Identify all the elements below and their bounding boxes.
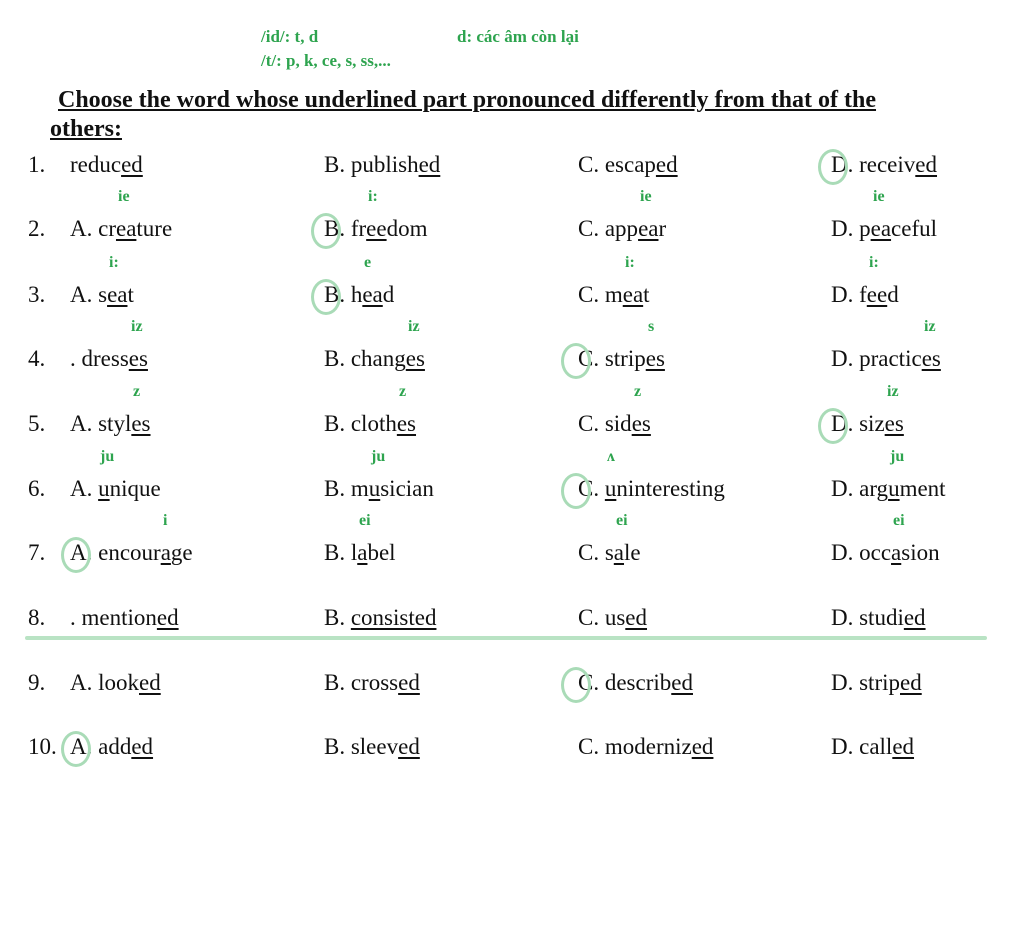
option-d [831, 670, 922, 696]
underlined-part: ed [691, 734, 714, 759]
option-b [324, 346, 425, 372]
option-text-end: d [887, 282, 899, 307]
option-text-end: ture [136, 216, 173, 241]
underlined-part: ee [366, 216, 387, 241]
option-d [831, 540, 940, 566]
underlined-part: u [888, 476, 900, 501]
option-text: D. studi [831, 605, 904, 630]
underlined-part: ea [115, 216, 137, 241]
option-text: C. s [578, 540, 614, 565]
underlined-part: ed [900, 670, 922, 695]
option-a [70, 282, 134, 308]
option-text: B. fr [324, 216, 367, 241]
rule-id-note: /id/: t, d [261, 27, 319, 46]
underlined-part: a [160, 540, 171, 565]
title-line-2: others: [50, 116, 122, 142]
question-number: 8. [28, 605, 46, 630]
underlined-part: ea [622, 282, 644, 307]
option-text: reduc [70, 152, 122, 177]
option-text: A. add [70, 734, 132, 759]
underlined-part: es [405, 346, 425, 371]
option-c [578, 734, 713, 760]
option-text-end: t [643, 282, 650, 307]
option-text-end: ninteresting [616, 476, 725, 501]
underlined-part: ed [156, 605, 179, 630]
question-number: 6. [28, 476, 46, 501]
option-b [324, 605, 436, 631]
option-text-end: sion [901, 540, 940, 565]
underlined-part: ea [870, 216, 892, 241]
underlined-part: ea [107, 282, 128, 307]
option-a [70, 605, 179, 631]
underlined-part: ed [131, 734, 154, 759]
option-text: B. cross [324, 670, 399, 695]
pronunciation-note: iz [924, 318, 936, 335]
underlined-part: ed [121, 152, 143, 177]
option-text: C. app [578, 216, 639, 241]
option-text-end: ge [170, 540, 193, 565]
pronunciation-note: iz [887, 383, 899, 400]
pronunciation-note: ie [640, 188, 652, 205]
option-text: C. describ [578, 670, 672, 695]
option-text: C. m [578, 282, 623, 307]
option-text: B. cloth [324, 411, 397, 436]
pronunciation-note: i: [368, 188, 378, 205]
underlined-part: ed [915, 152, 938, 177]
underlined-part: es [131, 411, 151, 436]
underlined-part: ed [671, 670, 693, 695]
underlined-part: ed [418, 152, 441, 177]
underlined-part: ea [362, 282, 383, 307]
option-text-end: ment [899, 476, 946, 501]
answer-circle-mark [818, 149, 848, 185]
pronunciation-note: iz [408, 318, 420, 335]
option-b [324, 670, 420, 696]
option-b [324, 152, 440, 178]
option-text: A. [70, 476, 99, 501]
underlined-part: es [645, 346, 665, 371]
option-text: C. sid [578, 411, 632, 436]
option-a [70, 476, 161, 502]
option-d [831, 346, 941, 372]
underlined-part: u [604, 476, 617, 501]
underlined-part: u [98, 476, 110, 501]
pronunciation-note: i [163, 512, 168, 529]
option-text: A. s [70, 282, 108, 307]
pronunciation-note: i: [625, 254, 635, 271]
title-line-1: Choose the word whose underlined part pronounced differently from that of the [58, 87, 877, 113]
option-text: B. l [324, 540, 358, 565]
underlined-part: es [396, 411, 417, 436]
option-text: D. arg [831, 476, 889, 501]
rule-t-note: /t/: p, k, ce, s, ss,... [261, 51, 391, 70]
option-text-end: t [127, 282, 134, 307]
pronunciation-note: z [634, 383, 642, 400]
question-number: 4. [28, 346, 46, 371]
question-number: 9. [28, 670, 46, 695]
divider-line [25, 636, 987, 640]
option-d [831, 216, 937, 242]
answer-circle-mark [61, 537, 91, 573]
option-a [70, 670, 161, 696]
option-text: D. strip [831, 670, 900, 695]
option-text: D. siz [831, 411, 885, 436]
option-text: D. f [831, 282, 867, 307]
underlined-part: ed [398, 734, 420, 759]
underlined-part: es [128, 346, 148, 371]
option-text: D. practic [831, 346, 922, 371]
underlined-part: ea [638, 216, 659, 241]
option-text: C. moderniz [578, 734, 692, 759]
option-text: A. cr [70, 216, 116, 241]
underlined-part: ed [655, 152, 678, 177]
question-number: 2. [28, 216, 46, 241]
option-text-end: dom [386, 216, 428, 241]
option-text: D. call [831, 734, 893, 759]
instructions-title [50, 86, 1022, 144]
option-b [324, 540, 396, 566]
pronunciation-note: ei [893, 512, 905, 529]
answer-circle-mark [818, 408, 848, 444]
underlined-part: es [884, 411, 904, 436]
option-d [831, 476, 946, 502]
question-number: 5. [28, 411, 46, 436]
pronunciation-note: e [364, 254, 372, 271]
pronunciation-note: z [399, 383, 407, 400]
underlined-part: es [921, 346, 941, 371]
underlined-part: a [357, 540, 368, 565]
option-text-end: le [624, 540, 641, 565]
pronunciation-note: ju [371, 448, 386, 465]
option-text: . mention [70, 605, 157, 630]
option-text-end: nique [109, 476, 161, 501]
question-number: 3. [28, 282, 46, 307]
option-c [578, 476, 725, 502]
pronunciation-note: i: [109, 254, 119, 271]
answer-circle-mark [311, 279, 341, 315]
option-text: C. [578, 476, 605, 501]
underlined-part: ed [139, 670, 161, 695]
option-a [70, 346, 148, 372]
option-d [831, 734, 914, 760]
option-text: . dress [70, 346, 129, 371]
option-c [578, 540, 641, 566]
option-text: B. m [324, 476, 369, 501]
pronunciation-note: ju [100, 448, 115, 465]
option-text: D. receiv [831, 152, 916, 177]
answer-circle-mark [561, 343, 591, 379]
option-text-end: r [658, 216, 667, 241]
pronunciation-note: iz [131, 318, 143, 335]
option-text: B. publish [324, 152, 419, 177]
option-text: A. look [70, 670, 139, 695]
option-a [70, 152, 143, 178]
underlined-part: ed [625, 605, 648, 630]
option-text: C. us [578, 605, 626, 630]
question-number: 7. [28, 540, 46, 565]
pronunciation-note: ei [616, 512, 628, 529]
underlined-part: es [631, 411, 651, 436]
option-text: B. chang [324, 346, 406, 371]
pronunciation-note: z [133, 383, 141, 400]
underlined-part: consisted [350, 605, 437, 630]
option-text: A. encour [70, 540, 161, 565]
answer-circle-mark [561, 667, 591, 703]
option-text: A. styl [70, 411, 132, 436]
option-b [324, 411, 416, 437]
option-c [578, 216, 666, 242]
answer-circle-mark [561, 473, 591, 509]
pronunciation-note: s [648, 318, 655, 335]
option-a [70, 216, 172, 242]
option-text: B. h [324, 282, 363, 307]
pronunciation-note: ie [118, 188, 130, 205]
option-text: C. strip [578, 346, 646, 371]
option-b [324, 476, 434, 502]
question-number: 1. [28, 152, 46, 177]
option-text: B. sleev [324, 734, 399, 759]
pronunciation-note: ʌ [607, 448, 615, 465]
option-c [578, 670, 693, 696]
underlined-part: a [613, 540, 625, 565]
pronunciation-note: i: [869, 254, 879, 271]
underlined-part: ed [398, 670, 420, 695]
pronunciation-note: ei [359, 512, 371, 529]
option-text-end: bel [367, 540, 396, 565]
underlined-part: a [891, 540, 902, 565]
option-c [578, 605, 647, 631]
option-text-end: ceful [891, 216, 938, 241]
option-text: B. [324, 605, 351, 630]
answer-circle-mark [311, 213, 341, 249]
underlined-part: u [368, 476, 381, 501]
option-c [578, 411, 651, 437]
rule-d-note: d: các âm còn lại [457, 27, 579, 46]
underlined-part: ee [866, 282, 888, 307]
option-text-end: sician [380, 476, 434, 501]
option-d [831, 282, 899, 308]
option-c [578, 152, 678, 178]
pronunciation-note: ie [873, 188, 885, 205]
option-b [324, 734, 420, 760]
option-d [831, 605, 926, 631]
option-a [70, 411, 151, 437]
option-text: D. p [831, 216, 871, 241]
underlined-part: ed [892, 734, 915, 759]
option-text-end: d [382, 282, 395, 307]
underlined-part: ed [903, 605, 926, 630]
question-number: 10. [28, 734, 57, 759]
option-text: C. escap [578, 152, 656, 177]
option-text: D. occ [831, 540, 892, 565]
option-c [578, 282, 650, 308]
answer-circle-mark [61, 731, 91, 767]
option-c [578, 346, 665, 372]
pronunciation-note: ju [890, 448, 905, 465]
